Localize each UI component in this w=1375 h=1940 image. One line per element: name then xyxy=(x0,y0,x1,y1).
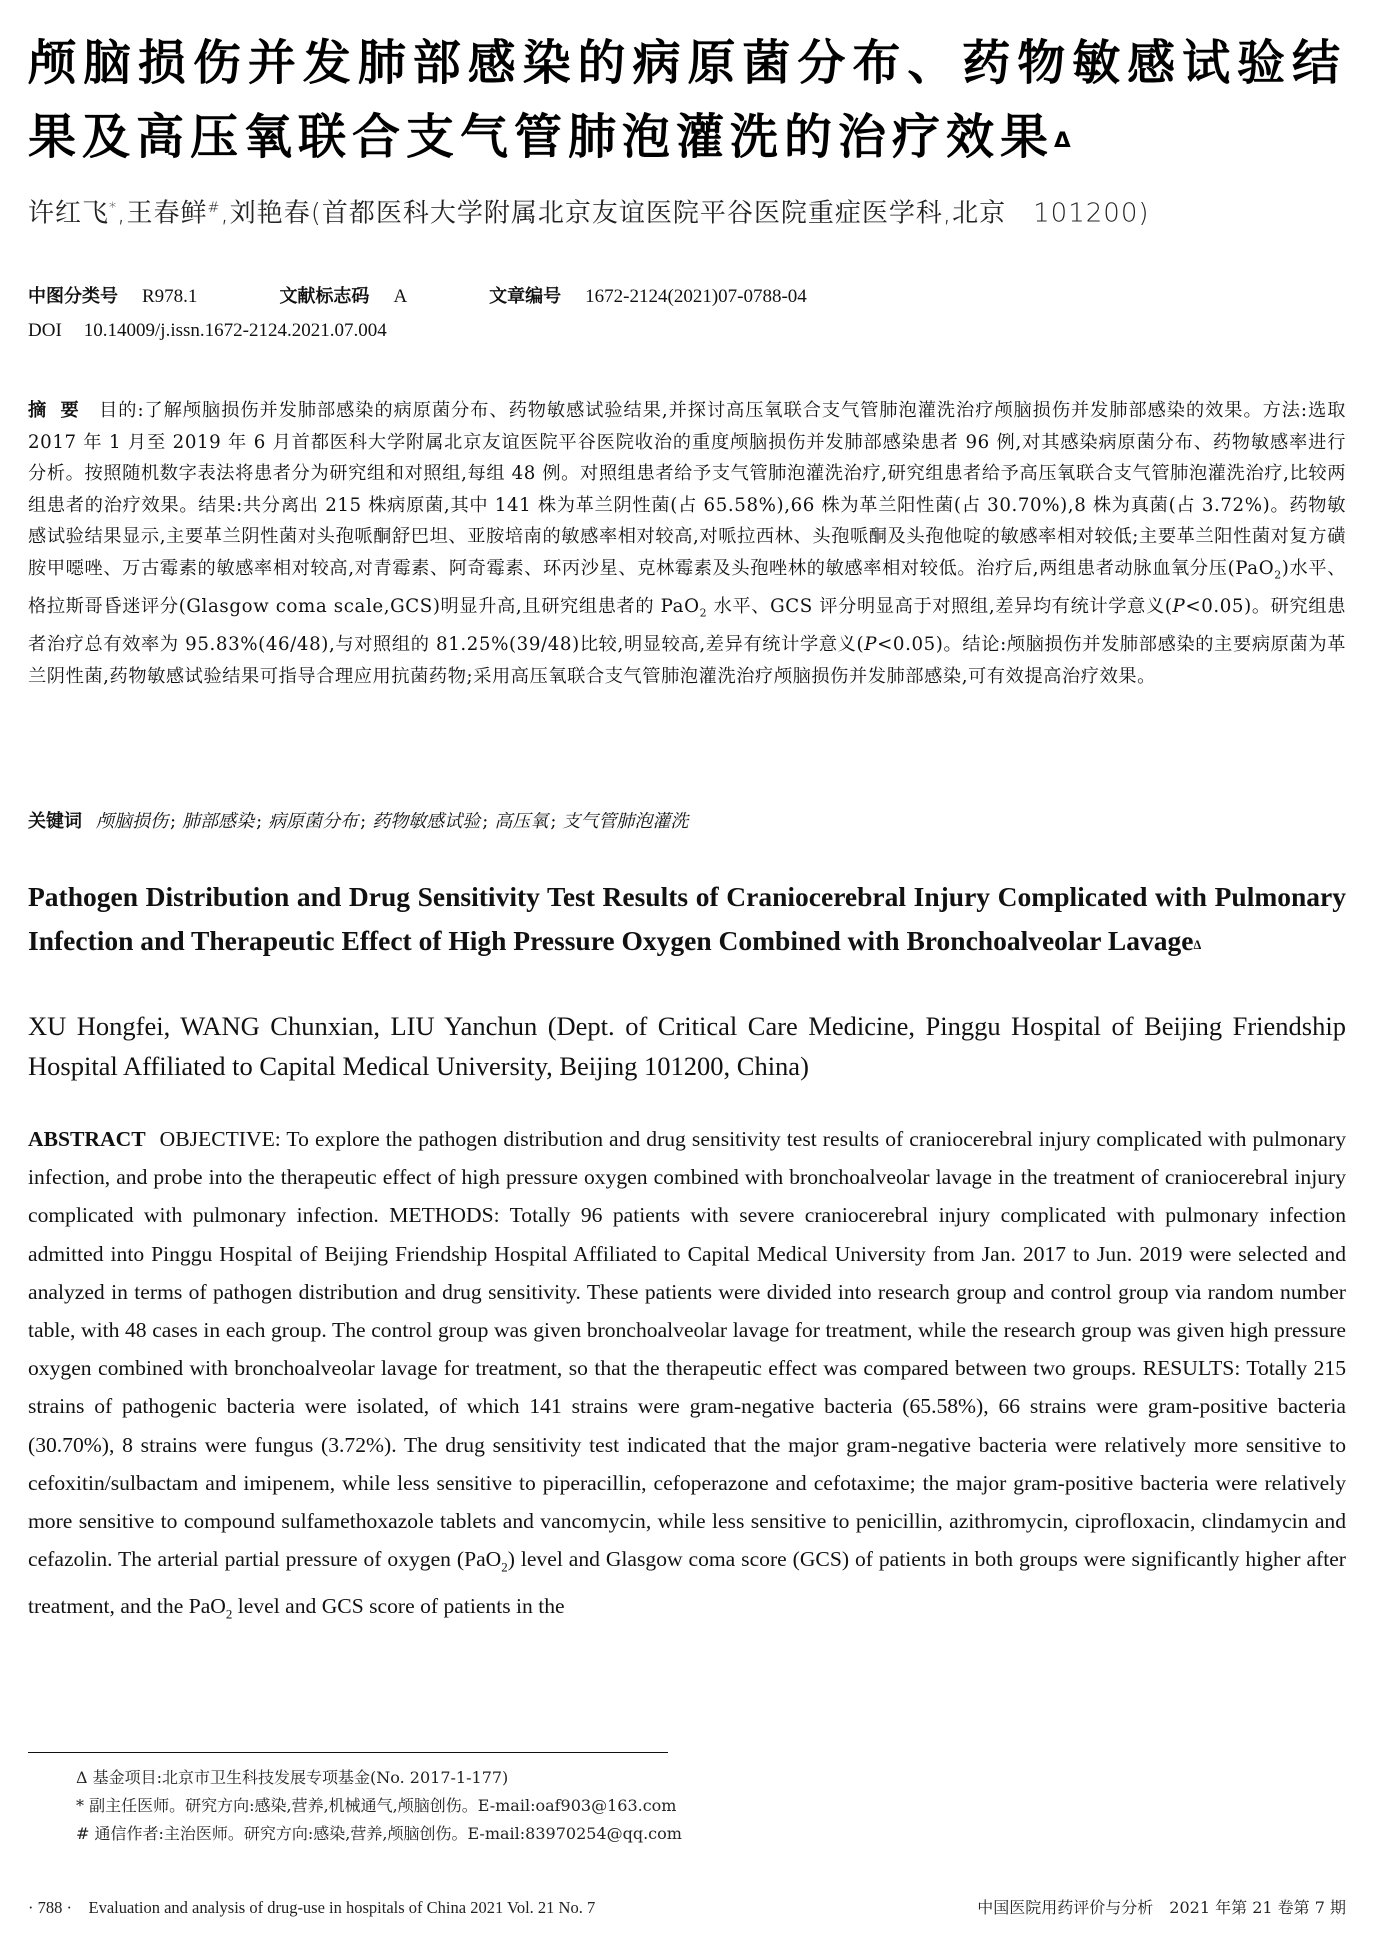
english-abstract xyxy=(28,1120,1346,1633)
classification-row xyxy=(28,284,807,310)
keyword-separator: ; xyxy=(550,811,557,832)
footnote-divider xyxy=(28,1752,668,1753)
doc-code-label: 文献标志码 xyxy=(279,286,370,307)
clc-label: 中图分类号 xyxy=(28,286,118,307)
keyword-separator: ; xyxy=(170,811,177,832)
keyword: 高压氧 xyxy=(494,811,549,832)
footnote-author: * 副主任医师。研究方向:感染,营养,机械通气,颅脑创伤。E-mail:oaf903@163.com xyxy=(76,1796,677,1815)
english-authors: XU Hongfei, WANG Chunxian, LIU Yanchun (Dept. of Critical Care Medicine, Pinggu Hospital of Beijing Friendship Hospital Affiliated to Capital Medical University, Beijing 101200, China) xyxy=(28,1011,1346,1081)
abstract-text: 水平、GCS 评分明显高于对照组,差异均有统计学意义( xyxy=(707,596,1173,618)
subscript: 2 xyxy=(225,1606,233,1622)
doc-code-value: A xyxy=(393,286,408,307)
keyword: 支气管肺泡灌洗 xyxy=(562,811,689,832)
keyword-separator: ; xyxy=(360,811,367,832)
clc-value: R978.1 xyxy=(142,286,198,307)
author-name: 王春鲜 xyxy=(126,198,208,229)
author-mark: * xyxy=(109,200,118,216)
abstract-text: ) level and Glasgow coma score (GCS) of patients in both groups were significantly higher after treatment, and the PaO xyxy=(28,1547,1346,1618)
english-abstract-label: ABSTRACT xyxy=(28,1127,146,1151)
footnote-corresponding: # 通信作者:主治医师。研究方向:感染,营养,颅脑创伤。E-mail:83970254@qq.com xyxy=(76,1824,682,1843)
abstract-text: OBJECTIVE: To explore the pathogen distribution and drug sensitivity test results of craniocerebral injury complicated with pulmonary infection, and probe into the therapeutic effect of high pressure oxygen combined with bronchoalveolar lavage in the treatment of craniocerebral injury complicated with pulmonary infection. METHODS: Totally 96 patients with severe craniocerebral injury complicated with pulmonary infection admitted into Pinggu Hospital of Beijing Friendship Hospital Affiliated to Capital Medical University from Jan. 2017 to Jun. 2019 were selected and analyzed in terms of pathogen distribution and drug sensitivity. These patients were divided into research group and control group via random number table, with 48 cases in each group. The control group was given bronchoalveolar lavage for treatment, while the research group was given high pressure oxygen combined with bronchoalveolar lavage for treatment, so that the therapeutic effect was compared between two groups. RESULTS: Totally 215 strains of pathogenic bacteria were isolated, of which 141 strains were gram-negative bacteria (65.58%), 66 strains were gram-positive bacteria (30.70%), 8 strains were fungus (3.72%). The drug sensitivity test indicated that the major gram-negative bacteria were relatively more sensitive to cefoxitin/sulbactam and imipenem, while less sensitive to piperacillin, cefoperazone and cefotaxime; the major gram-positive bacteria were relatively more sensitive to compound sulfamethoxazole tablets and vancomycin, while less sensitive to penicillin, azithromycin, ciprofloxacin, clindamycin and cefazolin. The arterial partial pressure of oxygen (PaO xyxy=(28,1127,1346,1572)
author-name: 刘艳春 xyxy=(229,198,311,229)
keywords-label: 关键词 xyxy=(28,811,82,832)
abstract-text: 目的:了解颅脑损伤并发肺部感染的病原菌分布、药物敏感试验结果,并探讨高压氧联合支气管肺泡灌洗治疗颅脑损伤并发肺部感染的效果。方法:选取 2017 年 1 月至 2019 年 6 月首都医科大学附属北京友谊医院平谷医院收治的重度颅脑损伤并发肺部感染患者 96 例,对其感染病原菌分布、药物敏感率进行分析。按照随机数字表法将患者分为研究组和对照组,每组 48 例。对照组患者给予支气管肺泡灌洗治疗,研究组患者给予高压氧联合支气管肺泡灌洗治疗,比较两组患者的治疗效果。结果:共分离出 215 株病原菌,其中 141 株为革兰阴性菌(占 65.58%),66 株为革兰阳性菌(占 30.70%),8 株为真菌(占 3.72%)。药物敏感试验结果显示,主要革兰阴性菌对头孢哌酮舒巴坦、亚胺培南的敏感率相对较高,对哌拉西林、头孢哌酮及头孢他啶的敏感率相对较低;主要革兰阳性菌对复方磺胺甲噁唑、万古霉素的敏感率相对较高,对青霉素、阿奇霉素、环丙沙星、克林霉素及头孢唑林的敏感率相对较低。治疗后,两组患者动脉血氧分压(PaO xyxy=(28,400,1346,579)
footer-journal-en: · 788 · Evaluation and analysis of drug-use in hospitals of China 2021 Vol. 21 No. 7 xyxy=(28,1898,596,1917)
subscript: 2 xyxy=(699,606,708,620)
english-title xyxy=(28,875,1346,963)
subscript: 2 xyxy=(501,1559,508,1575)
chinese-abstract-label: 摘要 xyxy=(28,400,94,421)
footnotes xyxy=(76,1764,1076,1848)
chinese-title-text: 颅脑损伤并发肺部感染的病原菌分布、药物敏感试验结果及高压氧联合支气管肺泡灌洗的治疗效果 xyxy=(28,35,1346,165)
doi-row xyxy=(28,318,387,344)
doi-link[interactable]: 10.14009/j.issn.1672-2124.2021.07.004 xyxy=(83,320,387,341)
keyword: 药物敏感试验 xyxy=(372,811,481,832)
chinese-keywords xyxy=(28,807,1346,837)
article-no-value: 1672-2124(2021)07-0788-04 xyxy=(585,286,807,307)
abstract-text: )水平、格拉斯哥昏迷评分(Glasgow coma scale,GCS)明显升高,且研究组患者的 PaO xyxy=(28,557,1347,618)
p-value-symbol: P xyxy=(1172,596,1186,618)
keyword: 肺部感染 xyxy=(182,811,255,832)
footer-journal-cn: 中国医院用药评价与分析 2021 年第 21 卷第 7 期 xyxy=(977,1898,1346,1917)
article-no-label: 文章编号 xyxy=(489,286,562,307)
abstract-text: level and GCS score of patients in the xyxy=(232,1593,565,1618)
keyword-separator: ; xyxy=(256,811,263,832)
author-mark: # xyxy=(207,200,221,216)
abstract-text: <0.05)。结论:颅脑损伤并发肺部感染的主要病原菌为革兰阴性菌,药物敏感试验结果可指导合理应用抗菌药物;采用高压氧联合支气管肺泡灌洗治疗颅脑损伤并发肺部感染,可有效提高治疗效果。 xyxy=(28,634,1346,688)
affiliation: (首都医科大学附属北京友谊医院平谷医院重症医学科,北京 101200) xyxy=(310,198,1150,229)
doc-code-field xyxy=(279,284,407,310)
funding-mark: Δ xyxy=(1054,128,1077,153)
chinese-authors: 许红飞*,王春鲜#,刘艳春(首都医科大学附属北京友谊医院平谷医院重症医学科,北京 101200) xyxy=(28,198,1150,229)
chinese-abstract xyxy=(28,395,1346,693)
keyword: 颅脑损伤 xyxy=(96,811,168,832)
author-name: 许红飞 xyxy=(28,198,110,229)
keyword-separator: ; xyxy=(482,811,489,832)
keyword: 病原菌分布 xyxy=(268,811,359,832)
doi-label: DOI xyxy=(28,320,62,341)
english-title-text: Pathogen Distribution and Drug Sensitivity Test Results of Craniocerebral Injury Complicated with Pulmonary Infection and Therapeutic Effect of High Pressure Oxygen Combined with Bronchoalveolar Lavage xyxy=(28,881,1346,956)
subscript: 2 xyxy=(1274,568,1282,582)
abstract-text: <0.05)。研究组患者治疗总有效率为 95.83%(46/48),与对照组的 81.25%(39/48)比较,明显较高,差异有统计学意义( xyxy=(28,596,1346,656)
chinese-title xyxy=(28,26,1346,174)
clc-field xyxy=(28,284,197,310)
running-footer xyxy=(28,1896,1346,1920)
article-no-field xyxy=(489,284,807,310)
funding-mark: Δ xyxy=(1193,938,1202,952)
p-value-symbol: P xyxy=(864,634,878,656)
footnote-funding: Δ 基金项目:北京市卫生科技发展专项基金(No. 2017-1-177) xyxy=(76,1768,509,1787)
